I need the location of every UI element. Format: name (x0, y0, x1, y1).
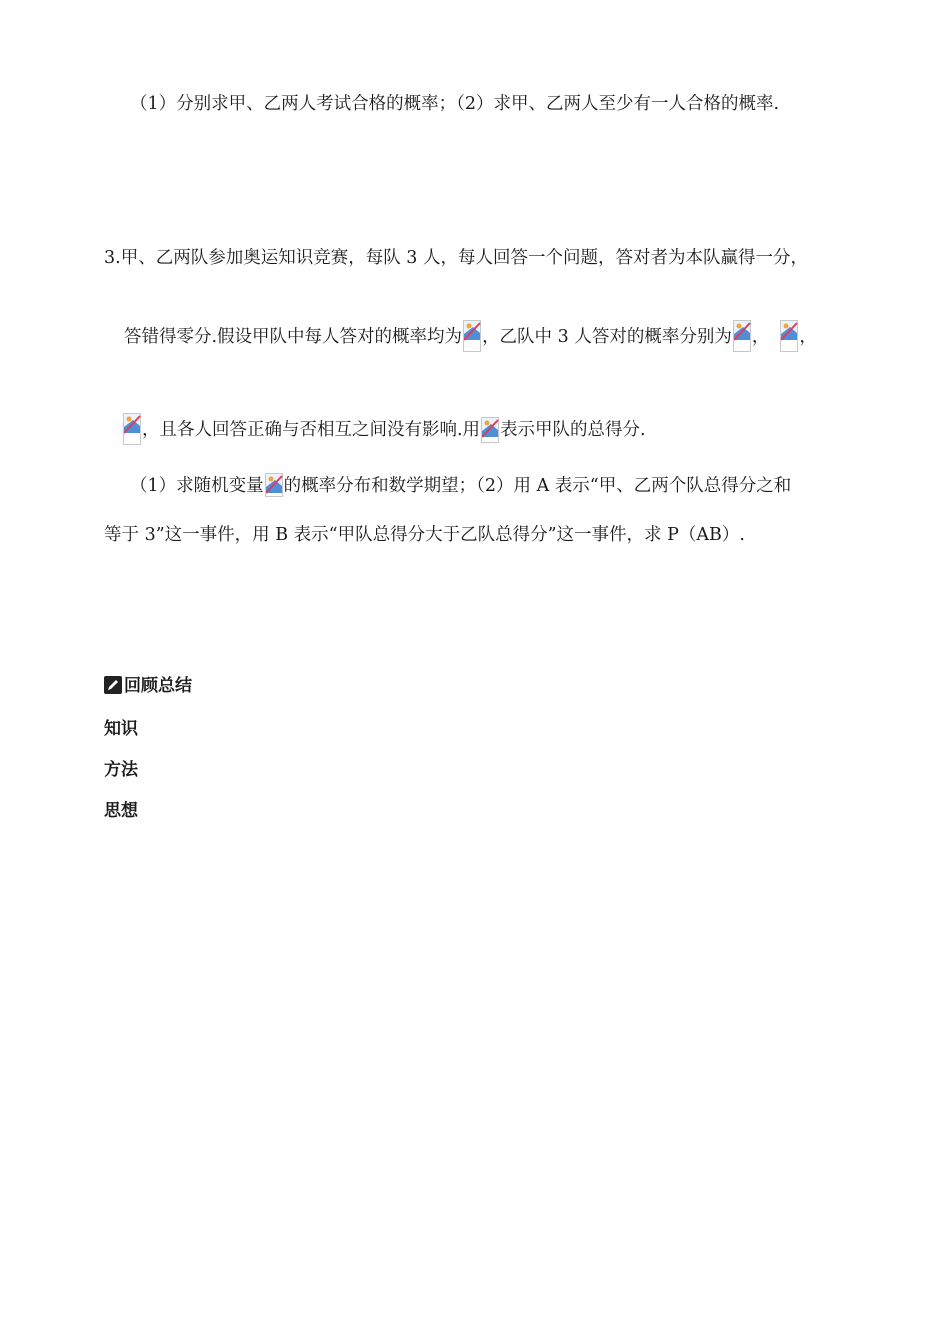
problem3-line2 (124, 320, 817, 352)
broken-image-icon (265, 473, 283, 497)
problem3-line3 (122, 413, 646, 445)
problem3-line4-text-b: 的概率分布和数学期望；（2）用 A 表示“甲、乙两个队总得分之和 (283, 476, 792, 496)
pencil-icon (104, 676, 122, 694)
problem3-line4 (130, 473, 791, 498)
broken-image-icon (780, 320, 798, 352)
summary-item-method: 方法 (104, 760, 138, 780)
broken-image-icon (463, 320, 481, 352)
problem3-line3-text-a: ，且各人回答正确与否相互之间没有影响.用 (142, 420, 481, 440)
broken-image-icon (481, 417, 499, 443)
problem3-line2-text-b: ，乙队中 3 人答对的概率分别为 (482, 327, 732, 347)
problem2-parts: （1）分别求甲、乙两人考试合格的概率；（2）求甲、乙两人至少有一人合格的概率. (130, 94, 780, 114)
problem3-line4-text-a: （1）求随机变量 (130, 476, 264, 496)
problem3-line2-text-a: 答错得零分.假设甲队中每人答对的概率均为 (124, 327, 463, 347)
summary-item-thought: 思想 (104, 801, 138, 821)
problem3-line1: 3.甲、乙两队参加奥运知识竞赛，每队 3 人，每人回答一个问题，答对者为本队赢得一分， (104, 248, 808, 268)
summary-heading (104, 675, 192, 697)
summary-item-knowledge: 知识 (104, 719, 138, 739)
summary-title: 回顾总结 (124, 676, 192, 696)
broken-image-icon (733, 320, 751, 352)
broken-image-icon (123, 413, 141, 445)
problem3-line5: 等于 3”这一事件，用 B 表示“甲队总得分大于乙队总得分”这一事件，求 P（AB）. (104, 525, 745, 545)
problem3-line2-text-d: ， (799, 327, 817, 347)
problem3-line3-text-b: 表示甲队的总得分. (500, 420, 646, 440)
problem3-line2-text-c: ， (751, 327, 770, 347)
